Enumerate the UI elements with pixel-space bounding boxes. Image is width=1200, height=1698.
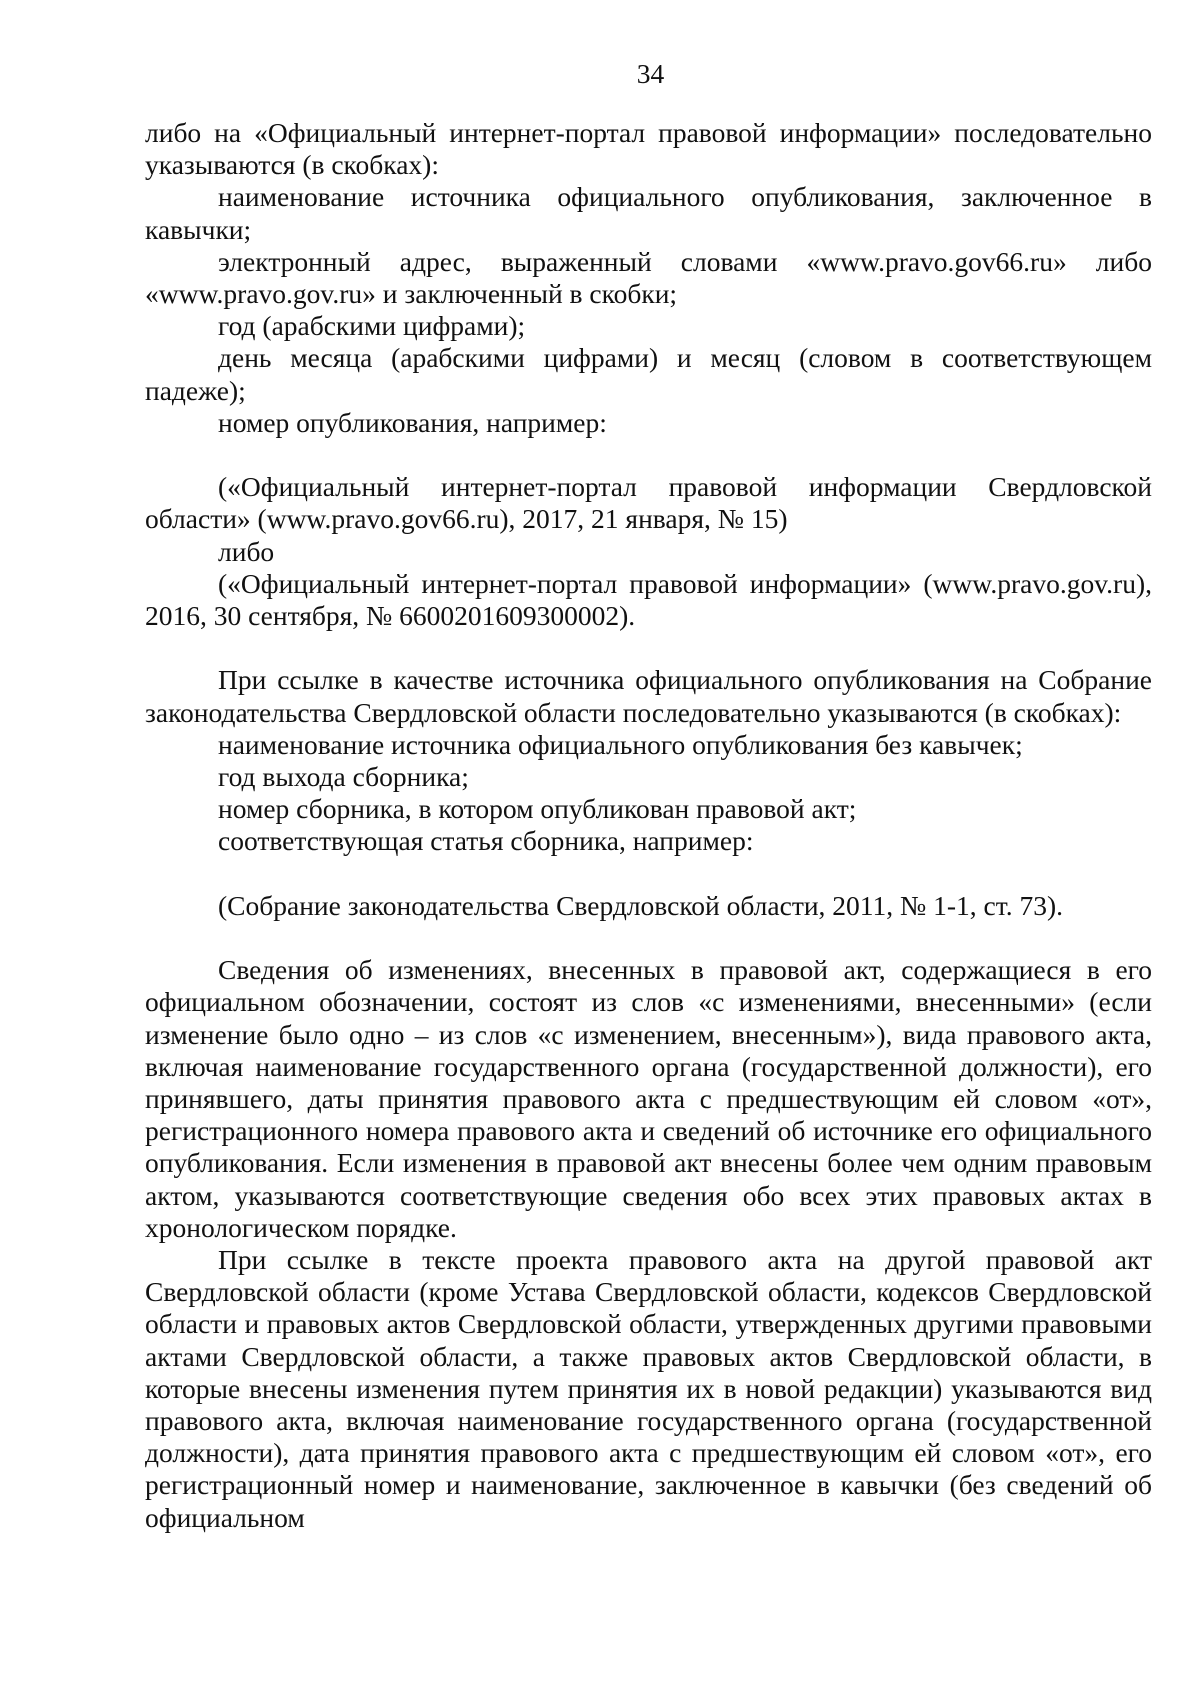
- list-item-source-name: наименование источника официального опубликования, заключенное в кавычки;: [145, 181, 1152, 245]
- list-item-day-month: день месяца (арабскими цифрами) и месяц (словом в соответствующем падеже);: [145, 342, 1152, 406]
- blank-line: [145, 922, 1152, 954]
- example-portal-sverdlovsk: («Официальный интернет-портал правовой информации Свердловской области» (www.pravo.gov66.ru), 2017, 21 января, № 15): [145, 471, 1152, 535]
- list-item-collection-article: соответствующая статья сборника, например:: [218, 825, 754, 857]
- list-item-collection-year: год выхода сборника;: [218, 761, 469, 793]
- paragraph-reference-other-act: При ссылке в тексте проекта правового акта на другой правовой акт Свердловской области (кроме Устава Свердловской области, кодексов Свердловской области и правовых актов Свердловской области, утвержденных другими правовыми актами Свердловской области, а также правовых актов Свердловской области, в которые внесены изменения путем принятия их в новой редакции) указываются вид правового акта, включая наименование государственного органа (государственной должности), дата принятия правового акта с предшествующим ей словом «от», его регистрационный номер и наименование, заключенное в кавычки (без сведений об официальном: [145, 1244, 1152, 1533]
- list-item-collection-number: номер сборника, в котором опубликован правовой акт;: [218, 793, 857, 825]
- list-item-year: год (арабскими цифрами);: [218, 310, 526, 342]
- paragraph-amendments-info: Сведения об изменениях, внесенных в правовой акт, содержащиеся в его официальном обозначении, состоят из слов «с изменениями, внесенными» (если изменение было одно – из слов «с изменением, внесенным»), вида правового акта, включая наименование государственного органа (государственной должности), его принявшего, даты принятия правового акта с предшествующим ей словом «от», регистрационного номера правового акта и сведений об источнике его официального опубликования. Если изменения в правовой акт внесены более чем одним правовым актом, указываются соответствующие сведения обо всех этих правовых актах в хронологическом порядке.: [145, 954, 1152, 1243]
- blank-line: [145, 632, 1152, 664]
- list-item-electronic-address: электронный адрес, выраженный словами «www.pravo.gov66.ru» либо «www.pravo.gov.ru» и заключенный в скобки;: [145, 245, 1152, 310]
- example-collection: (Собрание законодательства Свердловской области, 2011, № 1-1, ст. 73).: [218, 889, 1063, 921]
- blank-line: [145, 858, 1152, 890]
- paragraph-collection-reference: При ссылке в качестве источника официального опубликования на Собрание законодательства Свердловской области последовательно указываются (в скобках):: [145, 664, 1152, 728]
- list-item-collection-name: наименование источника официального опубликования без кавычек;: [218, 728, 1023, 760]
- document-body: [145, 117, 1152, 1534]
- paragraph-portal-intro: либо на «Официальный интернет-портал правовой информации» последовательно указываются (в скобках):: [145, 117, 1152, 181]
- example-portal-federal: («Официальный интернет-портал правовой информации» (www.pravo.gov.ru), 2016, 30 сентября, № 6600201609300002).: [145, 567, 1152, 632]
- blank-line: [145, 439, 1152, 471]
- list-item-publication-number: номер опубликования, например:: [218, 406, 607, 438]
- example-separator-either: либо: [218, 535, 275, 567]
- page-number: 34: [636, 58, 665, 89]
